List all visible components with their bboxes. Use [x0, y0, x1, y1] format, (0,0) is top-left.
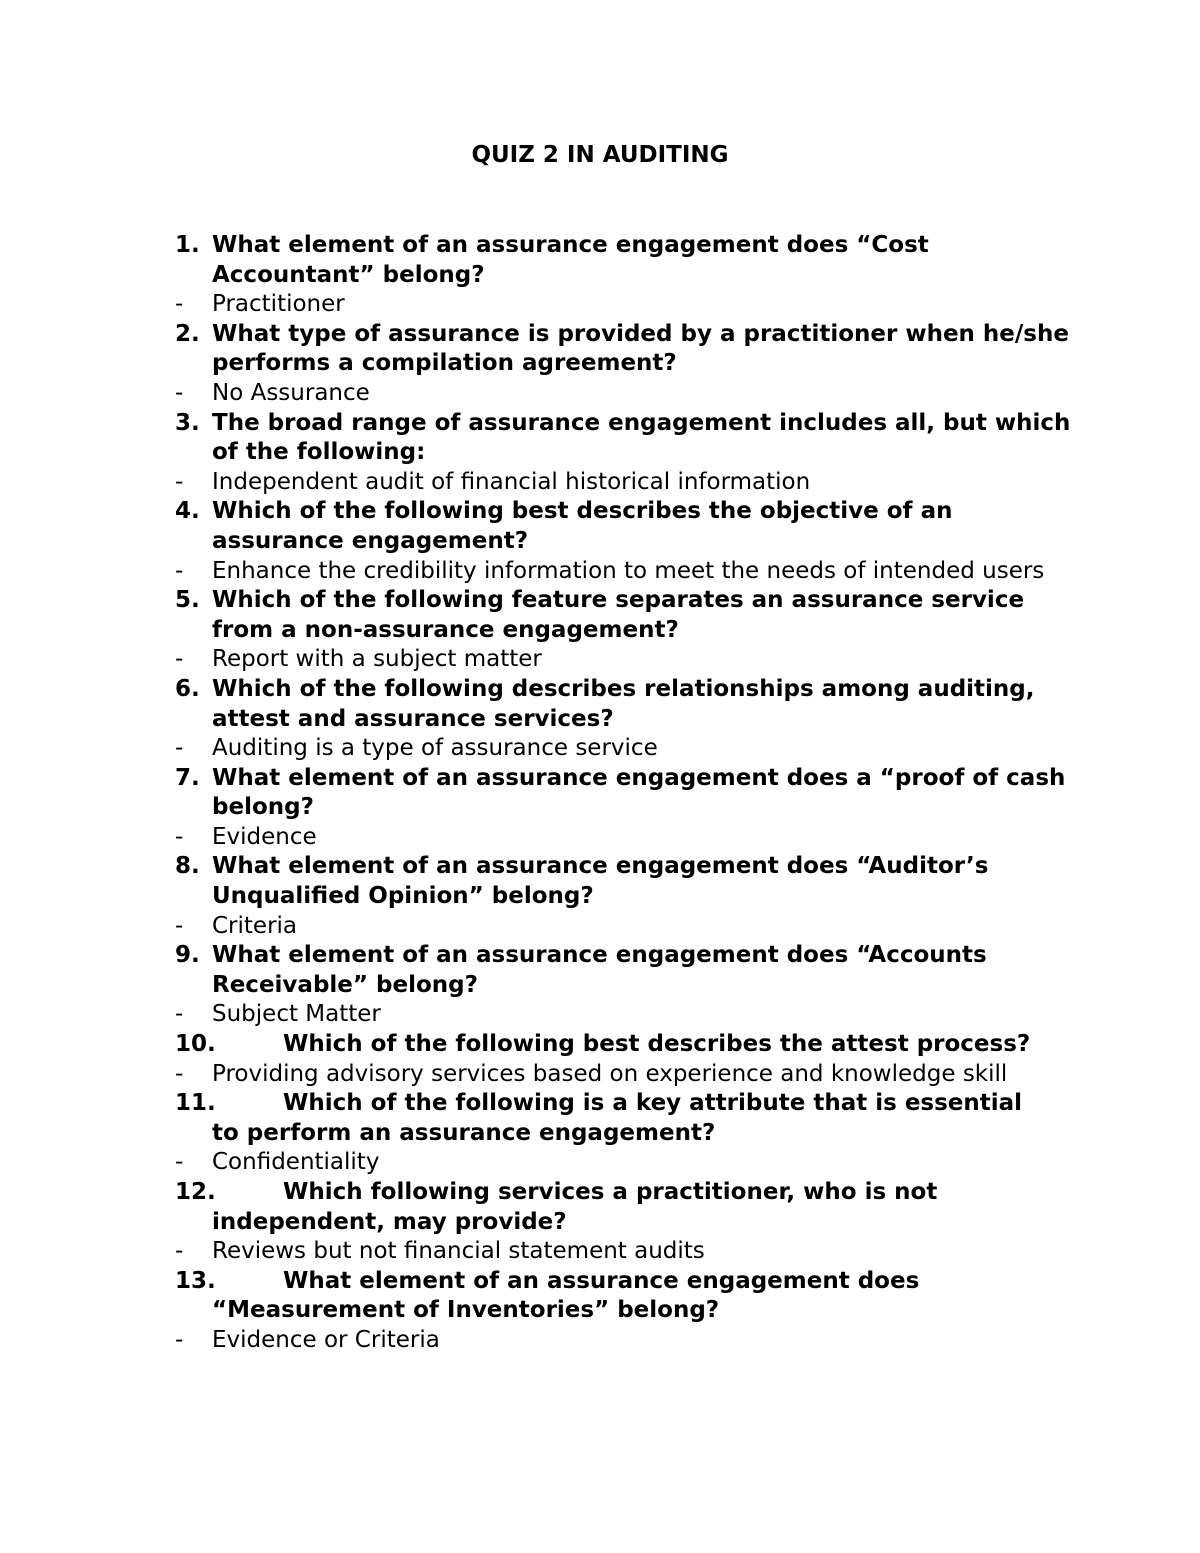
- question-number: 2.: [175, 320, 200, 347]
- question-number: 13.: [175, 1267, 216, 1294]
- question-text-continued: “Measurement of Inventories” belong?: [212, 1297, 720, 1324]
- question-text: What element of an assurance engagement does “Accounts Receivable” belong?: [212, 942, 987, 998]
- answer-text: Evidence or Criteria: [212, 1326, 440, 1353]
- question-7: [175, 764, 1075, 823]
- question-text-continued: to perform an assurance engagement?: [212, 1119, 716, 1146]
- question-1: [175, 231, 1075, 290]
- question-number: 6.: [175, 675, 200, 702]
- question-text: Which of the following describes relationships among auditing, attest and assurance services?: [212, 675, 1035, 732]
- answer-marker: -: [175, 468, 184, 495]
- question-text: Which following services a practitioner, who is not: [283, 1179, 938, 1205]
- question-text: Which of the following best describes the attest process?: [283, 1031, 1031, 1058]
- question-9: [175, 941, 1075, 1000]
- answer-8: [175, 912, 1075, 942]
- question-text: The broad range of assurance engagement includes all, but which of the following:: [212, 409, 1071, 466]
- answer-marker: -: [175, 1001, 184, 1028]
- question-8: [175, 852, 1075, 911]
- question-5: [175, 586, 1075, 645]
- answer-5: [175, 645, 1075, 675]
- answer-7: [175, 823, 1075, 853]
- answer-text: Independent audit of financial historical information: [212, 468, 811, 495]
- question-number: 10.: [175, 1031, 216, 1058]
- answer-9: [175, 1000, 1075, 1030]
- quiz-list: [175, 231, 1075, 1356]
- answer-text: No Assurance: [212, 379, 370, 406]
- answer-text: Subject Matter: [212, 1001, 381, 1028]
- answer-marker: -: [175, 1149, 184, 1176]
- question-number: 4.: [175, 498, 200, 525]
- answer-text: Reviews but not financial statement audits: [212, 1238, 705, 1265]
- answer-text: Auditing is a type of assurance service: [212, 735, 658, 762]
- question-11: [175, 1089, 1075, 1148]
- question-number: 9.: [175, 942, 200, 969]
- answer-marker: -: [175, 823, 184, 850]
- answer-4: [175, 557, 1075, 587]
- answer-marker: -: [175, 291, 184, 318]
- answer-1: [175, 290, 1075, 320]
- answer-12: [175, 1237, 1075, 1267]
- question-6: [175, 675, 1075, 734]
- answer-marker: -: [175, 379, 184, 406]
- answer-text: Practitioner: [212, 291, 345, 318]
- question-text: What element of an assurance engagement does a “proof of cash belong?: [212, 764, 1066, 821]
- question-number: 5.: [175, 587, 200, 614]
- question-13: [175, 1267, 1075, 1326]
- question-number: 7.: [175, 764, 200, 791]
- answer-11: [175, 1148, 1075, 1178]
- question-text: What element of an assurance engagement does “Auditor’s Unqualified Opinion” belong?: [212, 853, 989, 910]
- answer-text: Providing advisory services based on experience and knowledge skill: [212, 1060, 1008, 1087]
- answer-text: Evidence: [212, 823, 317, 850]
- question-text: Which of the following best describes the objective of an assurance engagement?: [212, 498, 953, 554]
- answer-marker: -: [175, 912, 184, 939]
- question-text: What type of assurance is provided by a practitioner when he/she performs a compilation agreement?: [212, 320, 1069, 377]
- question-text: Which of the following is a key attribute that is essential: [283, 1090, 1023, 1117]
- answer-3: [175, 468, 1075, 498]
- question-number: 3.: [175, 409, 200, 436]
- answer-13: [175, 1326, 1075, 1356]
- question-4: [175, 497, 1075, 556]
- question-3: [175, 409, 1075, 468]
- answer-marker: -: [175, 557, 184, 584]
- question-10: [175, 1030, 1075, 1060]
- question-number: 8.: [175, 853, 200, 880]
- answer-marker: -: [175, 1060, 184, 1087]
- answer-6: [175, 734, 1075, 764]
- answer-text: Criteria: [212, 912, 298, 939]
- question-2: [175, 320, 1075, 379]
- answer-2: [175, 379, 1075, 409]
- answer-marker: -: [175, 1238, 184, 1265]
- answer-marker: -: [175, 735, 184, 762]
- question-text: What element of an assurance engagement does: [283, 1267, 920, 1294]
- question-number: 1.: [175, 232, 200, 258]
- question-text: What element of an assurance engagement does “Cost Accountant” belong?: [212, 232, 929, 288]
- answer-10: [175, 1060, 1075, 1090]
- answer-text: Enhance the credibility information to meet the needs of intended users: [212, 557, 1045, 584]
- question-number: 12.: [175, 1179, 216, 1205]
- answer-text: Report with a subject matter: [212, 646, 542, 673]
- question-text-continued: independent, may provide?: [212, 1208, 567, 1235]
- question-text: Which of the following feature separates an assurance service from a non-assurance engagement?: [212, 587, 1025, 643]
- question-12: [175, 1178, 1075, 1237]
- answer-marker: -: [175, 1326, 184, 1353]
- document-title: QUIZ 2 IN AUDITING: [471, 142, 729, 168]
- answer-text: Confidentiality: [212, 1149, 380, 1176]
- question-number: 11.: [175, 1090, 216, 1117]
- answer-marker: -: [175, 646, 184, 673]
